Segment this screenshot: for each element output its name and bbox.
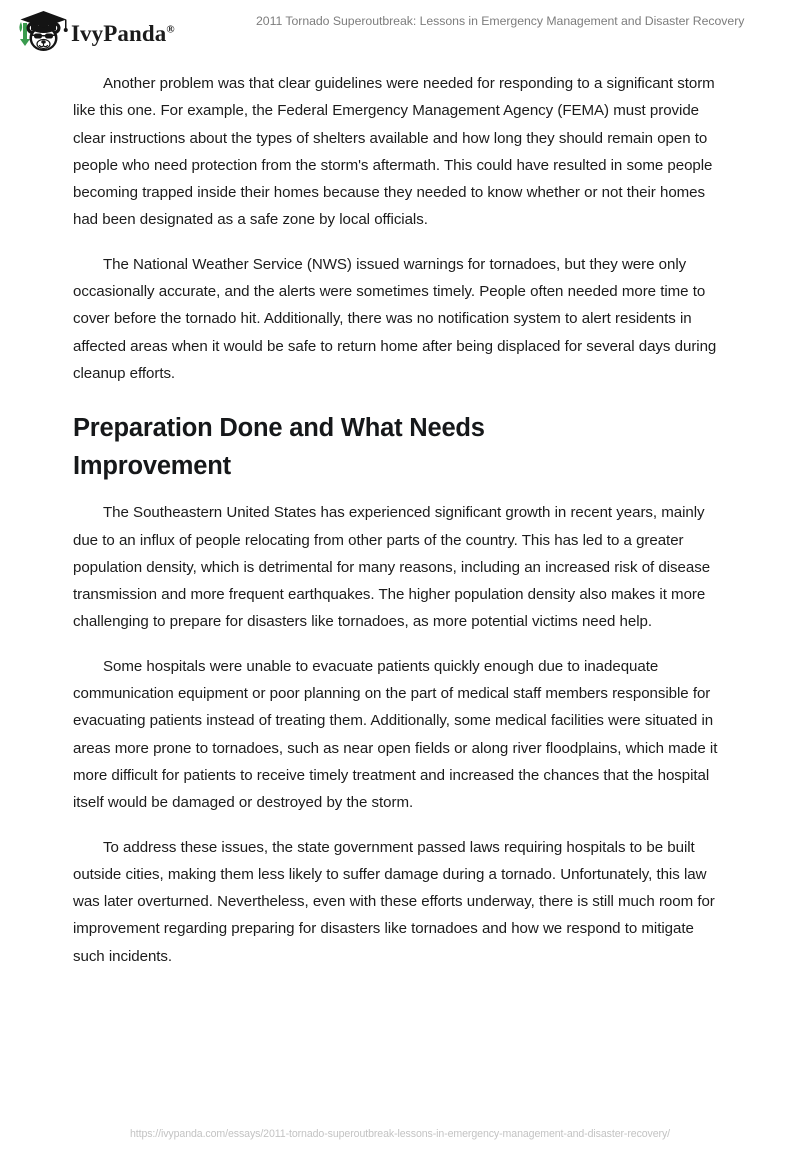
registered-trademark-mark: ®	[166, 22, 175, 35]
paragraph: To address these issues, the state government passed laws requiring hospitals to be built outside cities, making them less likely to suffer damage during a tornado. Unfortunately, this law was later overturned. Nevertheless, even with these efforts underway, there is still much room for improvement regarding preparing for disasters like tornadoes and how we respond to mitigate such incidents.	[73, 838, 715, 965]
document-body	[73, 70, 723, 987]
paragraph: The Southeastern United States has experienced significant growth in recent years, mainly due to an influx of people relocating from other parts of the country. This has led to a greater population density, which is detrimental for many reasons, including an increased risk of disease transmission and more frequent earthquakes. The higher population density also makes it more challenging to prepare for disasters like tornadoes, as more potential victims need help.	[73, 504, 711, 631]
page-footer	[0, 1124, 800, 1142]
paragraph: Some hospitals were unable to evacuate patients quickly enough due to inadequate communication equipment or poor planning on the part of medical staff members responsible for evacuating patients instead of treating them. Additionally, some medical facilities were situated in areas more prone to tornadoes, such as near open fields or along river floodplains, which made it more difficult for patients to receive timely treatment and increased the chances that the hospital itself would be damaged or destroyed by the storm.	[73, 657, 718, 812]
paragraph: Another problem was that clear guidelines were needed for responding to a significant storm like this one. For example, the Federal Emergency Management Agency (FEMA) must provide clear instructions about the types of shelters available and how long they should remain open to people who need protection from the storm's aftermath. This could have resulted in some people becoming trapped inside their homes because they needed to know whether or not their homes had been designated as a safe zone by local officials.	[73, 75, 715, 229]
page-header	[0, 0, 800, 66]
panda-graduate-logo-icon	[16, 10, 68, 54]
paragraph: The National Weather Service (NWS) issued warnings for tornadoes, but they were only occasionally accurate, and the alerts were sometimes timely. People often needed more time to cover before the tornado hit. Additionally, there was no notification system to alert residents in affected areas when it would be safe to return home after being displaced for several days during cleanup efforts.	[73, 255, 717, 382]
document-title-header: 2011 Tornado Superoutbreak: Lessons in Emergency Management and Disaster Recovery	[256, 14, 745, 28]
brand-logo[interactable]	[16, 11, 175, 53]
brand-name: IvyPanda®	[71, 20, 175, 46]
section-heading: Preparation Done and What Needs Improvement	[73, 414, 485, 481]
source-url[interactable]: https://ivypanda.com/essays/2011-tornado-superoutbreak-lessons-in-emergency-management-and-disaster-recovery/	[129, 1128, 671, 1140]
